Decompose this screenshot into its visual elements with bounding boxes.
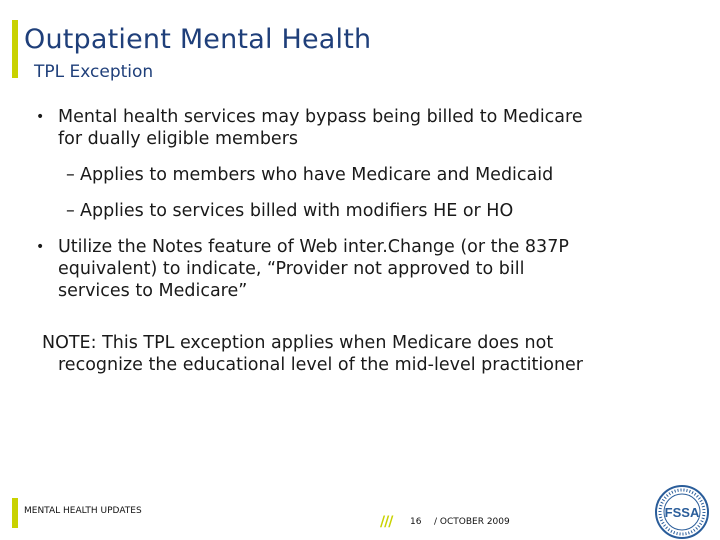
note-text: [42, 332, 702, 376]
bullet-dot: •: [36, 239, 45, 255]
page-number: 16: [410, 517, 422, 527]
bullet-text-line: equivalent) to indicate, “Provider not approved to bill: [58, 259, 525, 279]
footer-label: MENTAL HEALTH UPDATES: [24, 506, 142, 516]
bullet-item: [32, 236, 702, 302]
slide-body: [32, 106, 702, 302]
title-accent-bar: [12, 20, 18, 78]
sub-bullet-item: [32, 200, 702, 222]
bullet-dot: •: [36, 109, 45, 125]
sub-bullet-text: Applies to services billed with modifiers HE or HO: [80, 201, 514, 221]
bullet-item: [32, 106, 702, 150]
footer-slashes: ///: [380, 514, 393, 530]
sub-bullet-text: Applies to members who have Medicare and Medicaid: [80, 165, 554, 185]
note-line: NOTE: This TPL exception applies when Medicare does not: [42, 333, 554, 353]
bullet-text-line: Utilize the Notes feature of Web inter.Change (or the 837P: [58, 237, 569, 257]
bullet-text-line: Mental health services may bypass being billed to Medicare: [58, 107, 583, 127]
note-line: recognize the educational level of the mid-level practitioner: [58, 355, 583, 375]
slide-subtitle: TPL Exception: [34, 62, 154, 82]
sub-bullet-dash: –: [66, 165, 75, 185]
footer-date: / OCTOBER 2009: [434, 517, 510, 527]
sub-bullet-dash: –: [66, 201, 75, 221]
footer-accent-bar: [12, 498, 18, 528]
fssa-seal-icon: [654, 484, 710, 540]
bullet-text-line: services to Medicare”: [58, 281, 248, 301]
svg-text:FSSA: FSSA: [664, 505, 700, 520]
sub-bullet-item: [32, 164, 702, 186]
slide-title: Outpatient Mental Health: [24, 24, 372, 55]
bullet-text-line: for dually eligible members: [58, 129, 299, 149]
